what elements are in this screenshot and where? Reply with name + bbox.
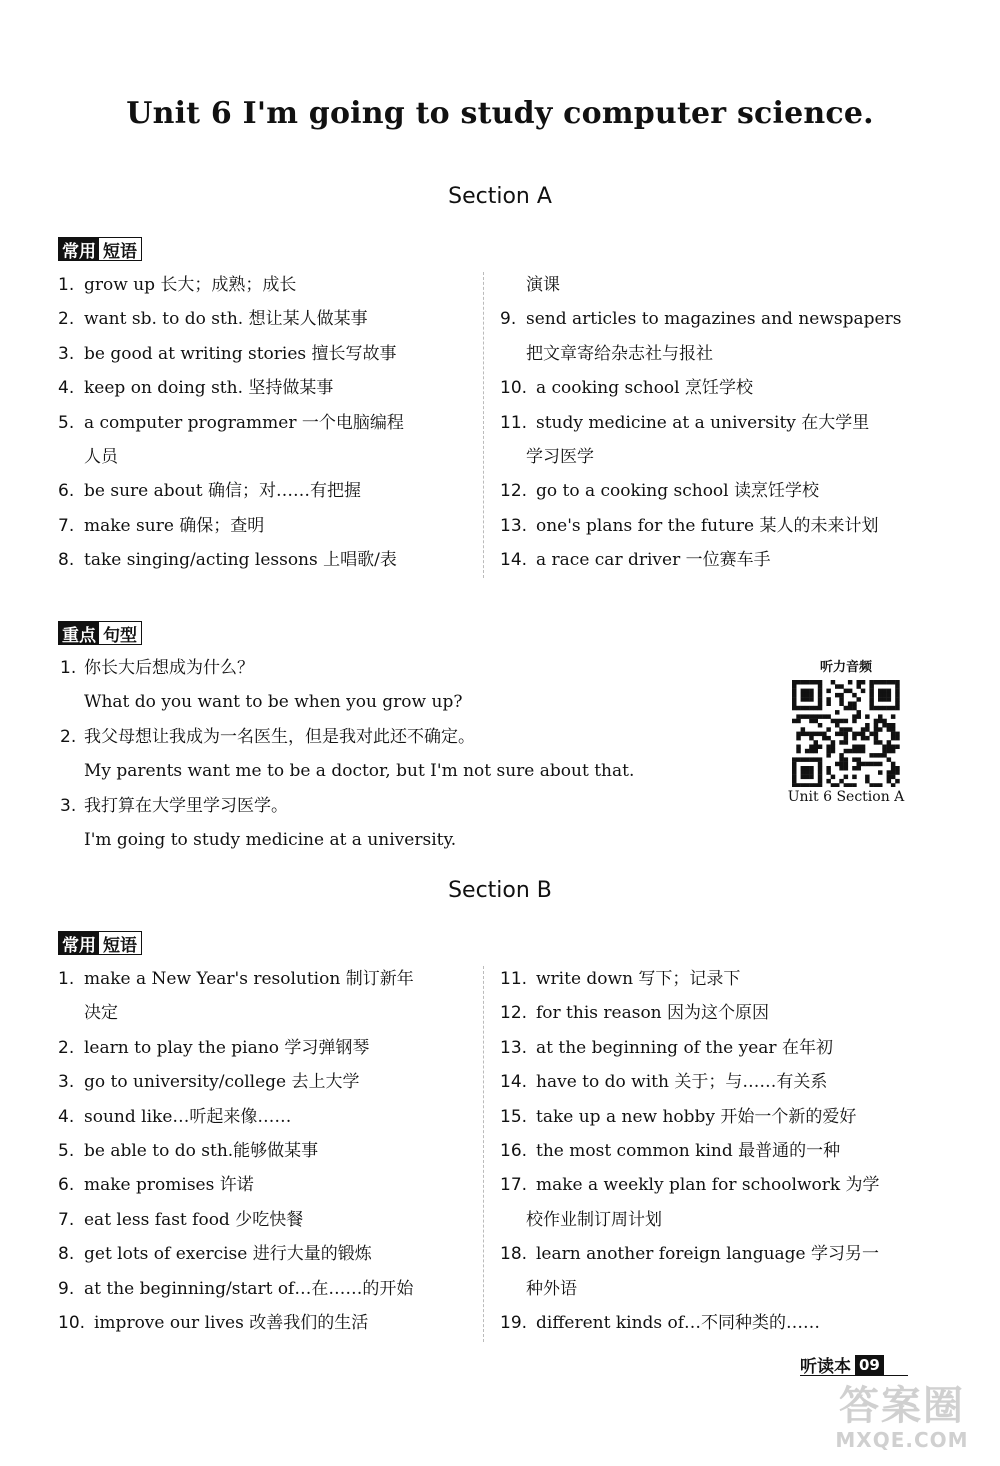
phrase-text: 校作业制订周计划 (526, 1209, 662, 1230)
phrase-number: 12. (500, 1003, 528, 1024)
column-divider (483, 966, 484, 1342)
phrase-item (500, 1168, 920, 1202)
phrase-item (58, 268, 478, 302)
phrase-item (58, 996, 478, 1030)
phrase-text: learn another foreign language 学习另一 (536, 1244, 880, 1265)
section-b-phrases-left (58, 962, 478, 1340)
sentence-zh-text: 你长大后想成为什么？ (84, 658, 254, 678)
watermark-line-2: MXQE.COM (835, 1428, 969, 1452)
phrase-item (500, 1237, 920, 1271)
phrase-text: go to a cooking school 读烹饪学校 (536, 481, 819, 502)
phrase-text: a race car driver 一位赛车手 (536, 550, 771, 571)
section-a-sentences (60, 651, 760, 857)
phrase-text: 演课 (526, 275, 560, 295)
phrase-number: 4. (58, 378, 75, 399)
phrase-text: be good at writing stories 擅长写故事 (84, 343, 397, 364)
phrase-item (500, 268, 920, 302)
phrase-item (500, 1306, 920, 1340)
phrase-number: 14. (500, 1072, 528, 1093)
phrase-number: 8. (58, 550, 75, 571)
phrase-number: 6. (58, 1175, 75, 1196)
audio-qr-block[interactable] (784, 656, 908, 805)
section-a-phrases-right (500, 268, 920, 578)
tag-part-1: 常用 (59, 932, 99, 954)
phrase-text: one's plans for the future 某人的未来计划 (536, 515, 879, 536)
phrase-text: eat less fast food 少吃快餐 (84, 1209, 304, 1230)
phrase-item (58, 440, 478, 474)
phrase-item (58, 1168, 478, 1202)
sentence-number: 2. (60, 726, 77, 747)
section-b-phrases-tag (58, 931, 142, 955)
sentence-zh (60, 720, 760, 754)
phrase-number: 6. (58, 481, 75, 502)
sentence-en: What do you want to be when you grow up? (84, 692, 463, 713)
phrase-item (500, 962, 920, 996)
unit-title: Unit 6 I'm going to study computer science. (126, 96, 874, 131)
phrase-item (58, 1065, 478, 1099)
phrase-number: 3. (58, 1072, 75, 1093)
phrase-number: 18. (500, 1244, 528, 1265)
phrase-text: want sb. to do sth. 想让某人做某事 (84, 309, 368, 330)
phrase-text: make a weekly plan for schoolwork 为学 (536, 1175, 880, 1196)
phrase-item (500, 474, 920, 508)
phrase-item (500, 1065, 920, 1099)
sentence-zh-text: 我父母想让我成为一名医生，但是我对此还不确定。 (84, 726, 475, 747)
watermark (812, 1384, 992, 1460)
phrase-number: 16. (500, 1141, 528, 1162)
phrase-text: 决定 (84, 1003, 118, 1024)
phrase-number: 13. (500, 1037, 528, 1058)
phrase-number: 4. (58, 1106, 75, 1127)
phrase-item (58, 337, 478, 371)
phrase-text: get lots of exercise 进行大量的锻炼 (84, 1244, 372, 1265)
phrase-number: 9. (58, 1278, 75, 1299)
sentence-zh-text: 我打算在大学里学习医学。 (84, 795, 288, 816)
page-footer (800, 1352, 884, 1377)
phrase-text: the most common kind 最普通的一种 (536, 1141, 841, 1162)
qr-bottom-label: Unit 6 Section A (787, 789, 905, 805)
section-a-phrases-tag (58, 237, 142, 261)
phrase-text: learn to play the piano 学习弹钢琴 (84, 1037, 370, 1058)
sentence-number: 3. (60, 795, 77, 816)
phrase-item (500, 406, 920, 440)
phrase-item (58, 1134, 478, 1168)
phrase-text: make sure 确保；查明 (84, 515, 265, 536)
section-a-sentences-tag (58, 621, 142, 645)
footer-label: 听读本 (800, 1357, 851, 1377)
phrase-text: a cooking school 烹饪学校 (536, 378, 754, 399)
phrase-text: study medicine at a university 在大学里 (536, 412, 870, 433)
phrase-item (58, 509, 478, 543)
phrase-number: 15. (500, 1106, 528, 1127)
phrase-text: make a New Year's resolution 制订新年 (84, 969, 414, 989)
phrase-item (58, 371, 478, 405)
phrase-text: make promises 许诺 (84, 1175, 254, 1196)
phrase-number: 19. (500, 1313, 528, 1334)
phrase-text: be sure about 确信；对……有把握 (84, 481, 362, 502)
phrase-text: take up a new hobby 开始一个新的爱好 (536, 1106, 857, 1127)
phrase-text: at the beginning of the year 在年初 (536, 1037, 833, 1058)
phrase-text: a computer programmer 一个电脑编程 (84, 412, 404, 433)
section-b-phrases-right (500, 962, 920, 1340)
phrase-text: take singing/acting lessons 上唱歌/表 (84, 550, 397, 571)
phrase-number: 5. (58, 1141, 75, 1162)
sentence-en: I'm going to study medicine at a university. (84, 830, 457, 851)
phrase-item (500, 996, 920, 1030)
tag-part-1: 重点 (59, 622, 99, 644)
phrase-number: 2. (58, 1037, 75, 1058)
phrase-number: 17. (500, 1175, 528, 1196)
phrase-number: 3. (58, 343, 75, 364)
phrase-item (58, 1100, 478, 1134)
watermark-line-1: 答案圈 (839, 1383, 965, 1429)
page-number: 09 (855, 1355, 884, 1375)
phrase-text: send articles to magazines and newspapers (526, 309, 902, 330)
phrase-item (500, 543, 920, 577)
phrase-text: 种外语 (526, 1278, 577, 1299)
phrase-item (58, 1272, 478, 1306)
sentence-zh (60, 789, 760, 823)
phrase-number: 8. (58, 1244, 75, 1265)
phrase-number: 11. (500, 969, 528, 989)
phrase-number: 7. (58, 515, 75, 536)
phrase-item (500, 337, 920, 371)
phrase-item (58, 302, 478, 336)
phrase-text: sound like…听起来像…… (84, 1106, 292, 1127)
phrase-text: be able to do sth.能够做某事 (84, 1141, 319, 1162)
phrase-text: different kinds of…不同种类的…… (536, 1313, 821, 1334)
tag-part-2: 短语 (99, 238, 141, 260)
section-b-heading: Section B (448, 878, 552, 903)
tag-part-2: 短语 (99, 932, 141, 954)
qr-top-label: 听力音频 (819, 660, 872, 675)
phrase-number: 14. (500, 550, 528, 571)
phrase-item (58, 1306, 478, 1340)
footer-rule (800, 1375, 908, 1376)
phrase-text: have to do with 关于；与……有关系 (536, 1072, 828, 1093)
phrase-text: write down 写下；记录下 (536, 969, 741, 989)
phrase-number: 10. (58, 1313, 86, 1334)
phrase-item (58, 474, 478, 508)
phrase-item (500, 302, 920, 336)
sentence-zh (60, 651, 760, 685)
phrase-number: 12. (500, 481, 528, 502)
phrase-item (58, 962, 478, 996)
phrase-text: keep on doing sth. 坚持做某事 (84, 378, 334, 399)
phrase-number: 10. (500, 378, 528, 399)
phrase-text: grow up 长大；成熟；成长 (84, 275, 297, 295)
phrase-text: for this reason 因为这个原因 (536, 1003, 770, 1024)
phrase-text: at the beginning/start of…在……的开始 (84, 1278, 414, 1299)
phrase-item (58, 543, 478, 577)
column-divider (483, 272, 484, 578)
phrase-number: 1. (58, 969, 75, 989)
phrase-item (58, 1031, 478, 1065)
qr-code-icon[interactable] (790, 679, 902, 787)
phrase-item (500, 1272, 920, 1306)
phrase-text: 学习医学 (526, 447, 594, 468)
phrase-item (58, 1237, 478, 1271)
phrase-number: 2. (58, 309, 75, 330)
phrase-item (500, 440, 920, 474)
tag-part-2: 句型 (99, 622, 141, 644)
phrase-item (500, 1134, 920, 1168)
phrase-number: 9. (500, 309, 517, 330)
phrase-number: 5. (58, 412, 75, 433)
phrase-item (58, 1203, 478, 1237)
phrase-item (500, 1100, 920, 1134)
phrase-item (500, 509, 920, 543)
phrase-item (500, 371, 920, 405)
phrase-number: 1. (58, 275, 75, 295)
phrase-item (58, 406, 478, 440)
phrase-number: 7. (58, 1209, 75, 1230)
section-a-heading: Section A (448, 184, 552, 209)
phrase-item (500, 1203, 920, 1237)
phrase-number: 11. (500, 412, 528, 433)
phrase-text: 把文章寄给杂志社与报社 (526, 343, 713, 364)
phrase-text: go to university/college 去上大学 (84, 1072, 360, 1093)
phrase-text: 人员 (84, 447, 118, 468)
phrase-item (500, 1031, 920, 1065)
phrase-text: improve our lives 改善我们的生活 (94, 1313, 369, 1334)
section-a-phrases-left (58, 268, 478, 578)
phrase-number: 13. (500, 515, 528, 536)
sentence-number: 1. (60, 658, 77, 678)
tag-part-1: 常用 (59, 238, 99, 260)
sentence-en: My parents want me to be a doctor, but I'm not sure about that. (84, 761, 635, 782)
